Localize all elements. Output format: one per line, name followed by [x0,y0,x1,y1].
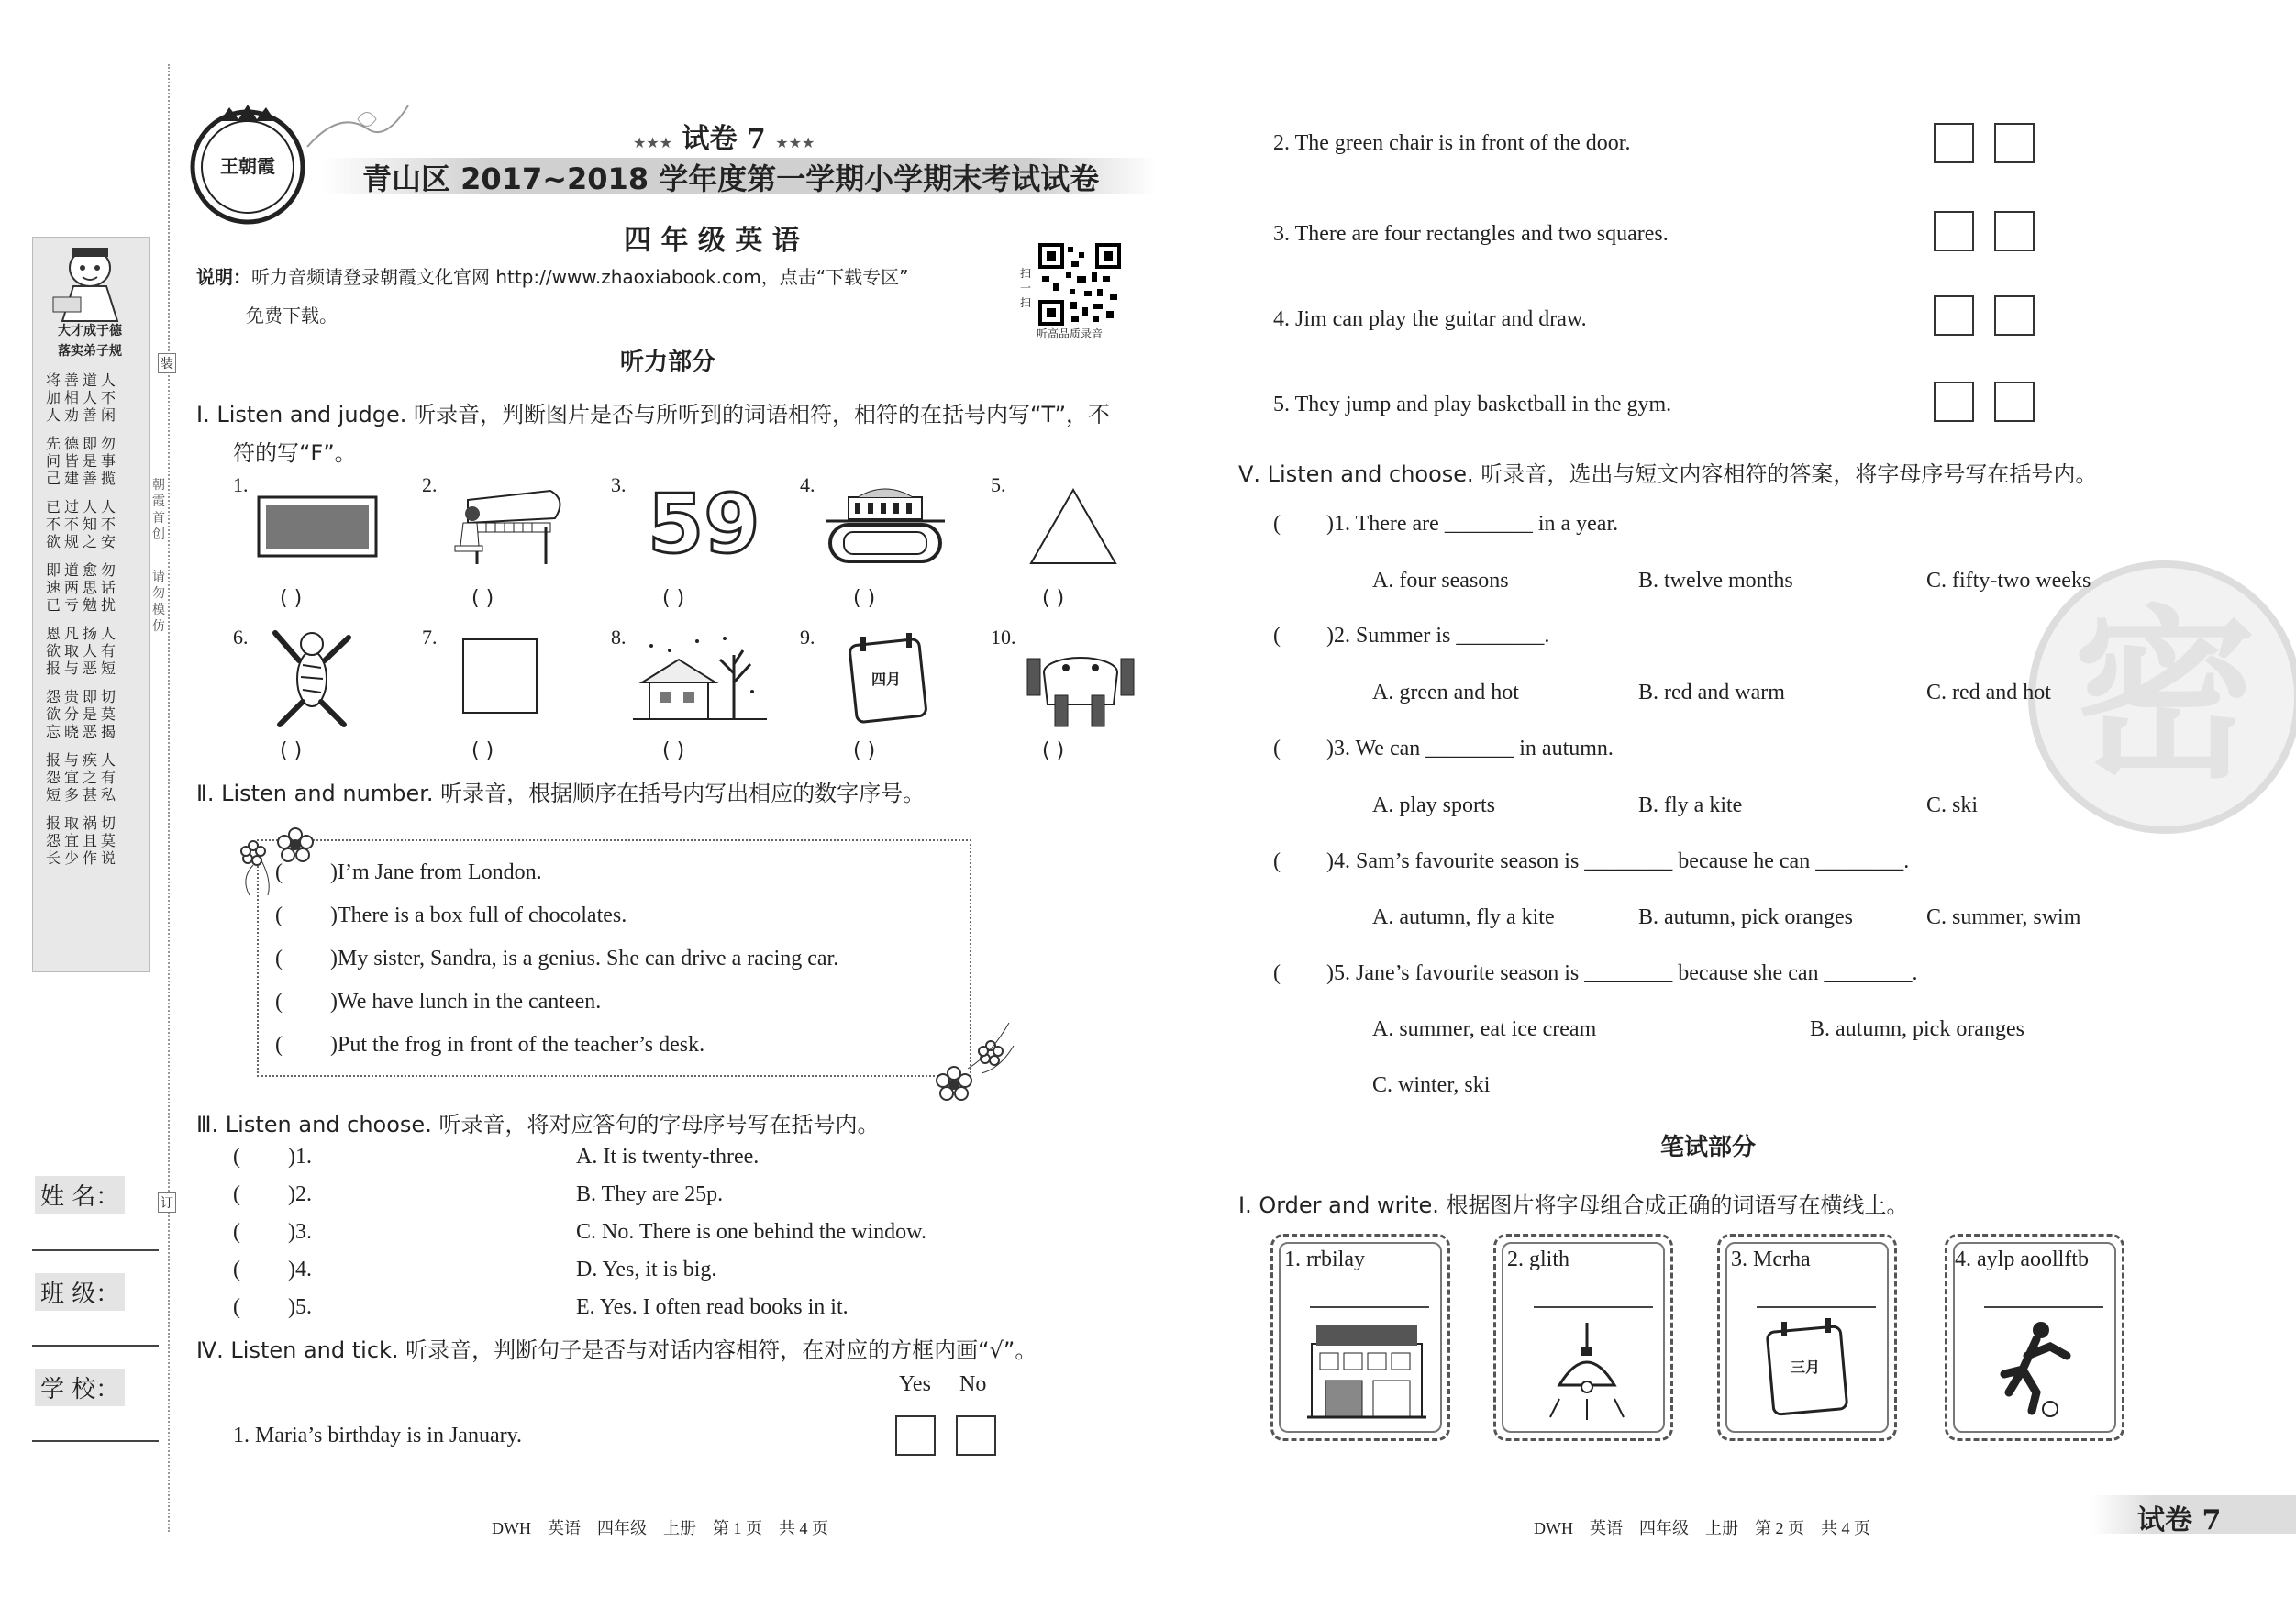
poem-line: 恩凡扬人 [46,625,120,642]
s1-answer-paren[interactable]: ( ) [662,739,685,762]
paren-open[interactable]: ( [233,1182,240,1206]
s1-answer-paren[interactable]: ( ) [1042,739,1065,762]
s2-item-text: I’m Jane from London. [338,860,542,884]
class-label: 班 级： [35,1273,125,1311]
s5-question-text: )4. Sam’s favourite season is ________ because he can ________. [1326,849,1910,873]
s5-option: B. fly a kite [1638,793,1743,817]
s4-item: 4. Jim can play the guitar and draw. [1273,307,1587,331]
s2-item-text: We have lunch in the canteen. [338,990,602,1014]
s1-title: Ⅰ. Listen and judge. 听录音，判断图片是否与所听到的词语相符，相符的在括号内写“T”，不 [196,402,1111,427]
poem-line: 加相人不 [46,389,120,406]
paren-close: ) [288,1295,295,1319]
s3-item [233,1145,312,1170]
s1-num: 1. [233,473,249,496]
scholar-figure-icon [44,240,136,323]
answer-line[interactable] [1310,1306,1429,1308]
paren-close: ) [288,1182,295,1206]
no-checkbox[interactable] [1994,211,2035,251]
poem-line: 欲分是莫 [46,705,120,723]
s4-item: 3. There are four rectangles and two squares. [1273,222,1669,246]
snowy-house-icon [633,627,767,728]
page-title: 青山区 2017~2018 学年度第一学期小学期末考试试卷 [362,161,1100,196]
s5-option: B. twelve months [1638,569,1793,593]
sidebar-motto-1: 大才成于德 [58,324,122,338]
s3-item-num: 1. [295,1145,312,1169]
paren-open[interactable]: ( [1273,512,1281,536]
s2-item [275,904,627,928]
bind-mark-1: 装 [158,353,176,373]
poem-line: 不不知不 [46,516,120,533]
s1-answer-paren[interactable]: ( ) [1042,587,1065,610]
side-note-2: 请勿模仿 [152,570,165,634]
sidebar-dotted-line [168,64,170,1532]
subject-title: 四 年 级 英 语 [624,225,800,257]
note-text-2: 免费下载。 [246,305,338,327]
paren-close: ) [330,947,338,970]
paren-open[interactable]: ( [275,990,283,1014]
note-text: 听力音频请登录朝霞文化官网 http://www.zhaoxiabook.com，点击“下载专区” [251,266,909,288]
paren-close: ) [330,990,338,1014]
stars-right: ★★★ [775,134,815,151]
paren-close: ) [288,1258,295,1281]
qr-caption: 听高品质录音 [1037,327,1104,340]
s1-answer-paren[interactable]: ( ) [280,739,303,762]
s5-option: C. summer, swim [1926,905,2081,929]
paper-label: 试卷 7 [682,123,766,155]
yes-checkbox[interactable] [1934,382,1974,422]
s5-option: C. winter, ski [1372,1073,1491,1097]
s2-item [275,990,601,1015]
stars-left: ★★★ [633,134,673,151]
card-word: 3. Mcrha [1731,1248,1811,1271]
paren-close: ) [288,1220,295,1244]
tiger-icon [266,624,358,734]
s5-option: C. ski [1926,793,1979,817]
ribbon-decoration [303,101,413,156]
footer-right: DWH 英语 四年级 上册 第 2 页 共 4 页 [1534,1519,1870,1537]
s5-question-text: )5. Jane’s favourite season is ________ because she can ________. [1326,961,1918,985]
footer-left: DWH 英语 四年级 上册 第 1 页 共 4 页 [492,1519,828,1537]
s4-item: 1. Maria’s birthday is in January. [233,1424,523,1447]
s3-item [233,1220,312,1245]
s1-answer-paren[interactable]: ( ) [471,587,494,610]
paren-open[interactable]: ( [1273,849,1281,873]
s5-question [1273,849,1909,874]
s1-num: 10. [991,626,1016,649]
s3-item [233,1182,312,1207]
poem-line: 先德即勿 [46,435,120,452]
paren-open[interactable]: ( [233,1295,240,1319]
sidebar-motto-2: 落实弟子规 [58,344,122,359]
paren-close: ) [330,904,338,927]
s4-item: 2. The green chair is in front of the door. [1273,131,1631,155]
poem-line: 怨宜且莫 [46,832,120,849]
paper-label-row [633,116,815,156]
s1-title-2: 符的写“F”。 [233,440,357,466]
s1-answer-paren[interactable]: ( ) [471,739,494,762]
paren-open[interactable]: ( [1273,961,1281,985]
paren-close: ) [330,1033,338,1057]
s1-answer-paren[interactable]: ( ) [280,587,303,610]
poem-line: 问皆是事 [46,452,120,470]
card-word: 4. aylp aoollftb [1955,1248,2089,1271]
s1-answer-paren[interactable]: ( ) [853,587,876,610]
s3-item-num: 5. [295,1295,312,1319]
paren-open[interactable]: ( [233,1258,240,1281]
listening-title: 听力部分 [620,349,716,376]
s5-question-text: )1. There are ________ in a year. [1326,512,1619,536]
s2-item-text: There is a box full of chocolates. [338,904,627,927]
poem-line: 己建善揽 [46,470,120,487]
poem-line: 报取祸切 [46,815,120,832]
s1-num: 9. [800,626,815,649]
poem-line: 将善道人 [46,372,120,389]
poem-line: 即道愈勿 [46,561,120,579]
paren-close: ) [330,860,338,884]
s2-item [275,947,838,971]
s5-option: A. autumn, fly a kite [1372,905,1555,929]
s5-option: C. red and hot [1926,681,2051,704]
s2-title: Ⅱ. Listen and number. 听录音，根据顺序在括号内写出相应的数字序号。 [196,781,926,806]
qr-code[interactable] [1038,243,1121,326]
square-icon [461,638,538,715]
side-note-1: 朝霞首创 [152,478,165,542]
s3-answer: A. It is twenty-three. [576,1145,760,1169]
calendar-month-label: 三月 [1791,1359,1821,1376]
school-field[interactable] [32,1440,159,1442]
class-field[interactable] [32,1345,159,1347]
s3-answer: D. Yes, it is big. [576,1258,717,1281]
s3-answer: E. Yes. I often read books in it. [576,1295,849,1319]
no-checkbox[interactable] [1994,295,2035,336]
yes-label: Yes [899,1372,931,1396]
poem-line: 报与恶短 [46,660,120,677]
s2-item-text: Put the frog in front of the teacher’s desk. [338,1033,705,1057]
s1-num: 4. [800,473,815,496]
s1-num: 6. [233,626,249,649]
answer-line[interactable] [1984,1306,2103,1308]
triangle-icon [1027,486,1119,567]
dining-table-icon [1026,631,1136,728]
yes-checkbox[interactable] [1934,211,1974,251]
poem-line: 已亏勉扰 [46,596,120,614]
s5-question [1273,737,1614,761]
s1-answer-paren[interactable]: ( ) [853,739,876,762]
s2-item-text: My sister, Sandra, is a genius. She can drive a racing car. [338,947,839,970]
blackboard-icon [257,495,378,560]
s3-title: Ⅲ. Listen and choose. 听录音，将对应答句的字母序号写在括号内。 [196,1112,880,1137]
s3-item-num: 2. [295,1182,312,1206]
s3-answer: B. They are 25p. [576,1182,724,1206]
poem-line: 已过人人 [46,498,120,516]
logo-text: 王朝霞 [220,155,275,177]
s1-num: 3. [611,473,627,496]
s5-option: A. four seasons [1372,569,1509,593]
s4-item: 5. They jump and play basketball in the gym. [1273,393,1672,416]
poem-line: 人劝善闲 [46,406,120,424]
paren-open[interactable]: ( [1273,624,1281,648]
s5-option: B. autumn, pick oranges [1810,1017,2024,1041]
s5-question [1273,512,1618,537]
s1-answer-paren[interactable]: ( ) [662,587,685,610]
poem-line: 怨宜之有 [46,769,120,786]
note [196,262,908,289]
paren-open[interactable]: ( [275,860,283,884]
answer-line[interactable] [1757,1306,1876,1308]
paren-open[interactable]: ( [233,1145,240,1169]
school-label: 学 校： [35,1369,125,1406]
s1-num: 7. [422,626,438,649]
yes-checkbox[interactable] [1934,123,1974,163]
s4-title: Ⅳ. Listen and tick. 听录音，判断句子是否与对话内容相符，在对应的方框内画“√”。 [196,1337,1037,1363]
s5-option: A. green and hot [1372,681,1519,704]
yes-checkbox[interactable] [895,1415,936,1456]
s5-title: Ⅴ. Listen and choose. 听录音，选出与短文内容相符的答案，将字母序号写在括号内。 [1238,461,2098,487]
paren-open[interactable]: ( [233,1220,240,1244]
s5-option: B. red and warm [1638,681,1785,704]
s3-item [233,1258,312,1282]
card-word: 1. rrbilay [1284,1248,1365,1271]
stadium-icon [826,479,945,566]
number-59: 59 [648,477,760,571]
sidebar-poem [46,372,138,867]
s3-item-num: 3. [295,1220,312,1244]
library-building-icon [1307,1316,1426,1422]
football-player-icon [1986,1319,2078,1420]
s5-question-text: )2. Summer is ________. [1326,624,1550,648]
poem-line: 忘晓恶揭 [46,723,120,740]
poem-line: 欲规之安 [46,533,120,550]
corner-paper-label: 试卷 7 [2137,1504,2222,1536]
s3-answer: C. No. There is one behind the window. [576,1220,926,1244]
flower-decoration-icon [926,1018,1018,1101]
s5-question [1273,961,1918,986]
paren-open[interactable]: ( [275,1033,283,1057]
calendar-month-label: 四月 [871,671,902,688]
qr-side-label: 扫一扫 [1020,267,1032,309]
s5-option: A. play sports [1372,793,1495,817]
yes-checkbox[interactable] [1934,295,1974,336]
s5-option: B. autumn, pick oranges [1638,905,1853,929]
no-checkbox[interactable] [956,1415,996,1456]
s5-question-text: )3. We can ________ in autumn. [1326,737,1614,760]
poem-line: 欲取人有 [46,642,120,660]
poem-line: 报与疾人 [46,751,120,769]
bind-mark-2: 订 [158,1192,176,1213]
s1-num: 2. [422,473,438,496]
poem-line: 长少作说 [46,849,120,867]
card-word: 2. glith [1507,1248,1570,1271]
paren-open[interactable]: ( [275,947,283,970]
s5-option: A. summer, eat ice cream [1372,1017,1597,1041]
s1-num: 5. [991,473,1006,496]
answer-line[interactable] [1534,1306,1653,1308]
piano-icon [449,472,569,569]
poem-line: 速两思话 [46,579,120,596]
writing-title: 笔试部分 [1660,1134,1757,1161]
s5-option: C. fifty-two weeks [1926,569,2091,593]
no-checkbox[interactable] [1994,382,2035,422]
note-label: 说明： [196,266,251,288]
s3-item-num: 4. [295,1258,312,1281]
poem-line: 怨贵即切 [46,688,120,705]
s2-item [275,1033,704,1058]
name-label: 姓 名： [35,1176,125,1214]
s3-item [233,1295,312,1320]
name-field[interactable] [32,1249,159,1251]
s1-num: 8. [611,626,627,649]
paren-open[interactable]: ( [275,904,283,927]
paren-close: ) [288,1145,295,1169]
poem-line: 短多甚私 [46,786,120,804]
s2-item [275,860,542,885]
s5-question [1273,624,1549,649]
no-label: No [959,1372,987,1396]
w1-title: Ⅰ. Order and write. 根据图片将字母组合成正确的词语写在横线上。 [1238,1192,1909,1218]
lamp-icon [1541,1321,1633,1422]
secret-stamp-text: 密 [2073,590,2257,804]
no-checkbox[interactable] [1994,123,2035,163]
paren-open[interactable]: ( [1273,737,1281,760]
